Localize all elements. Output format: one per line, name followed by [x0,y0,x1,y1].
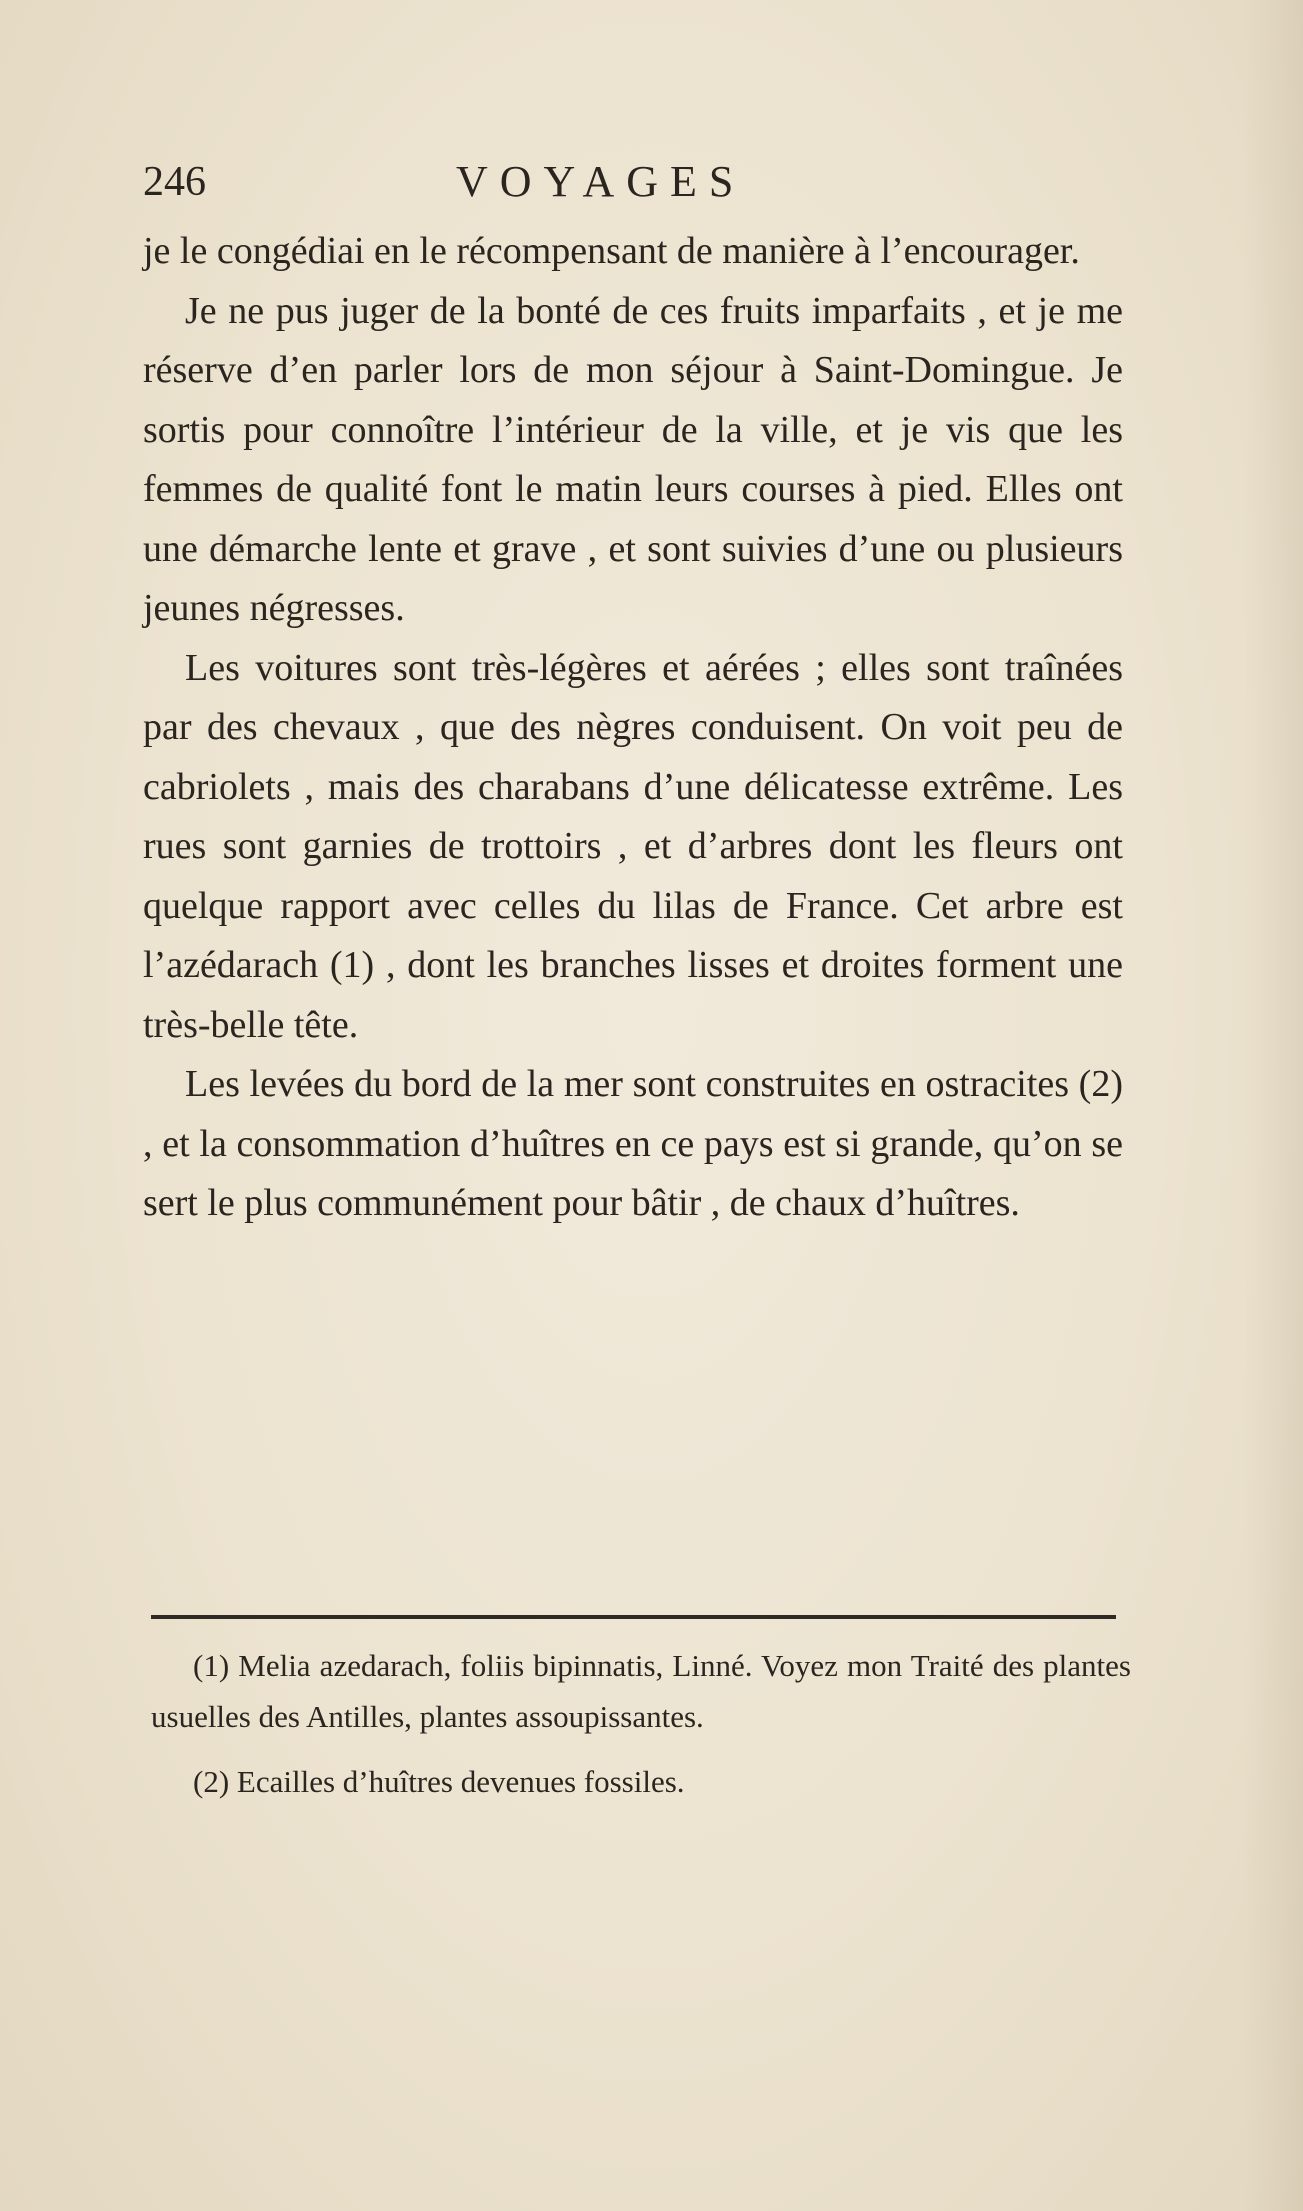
footnote: (1) Melia azedarach, foliis bipinnatis, Linné. Voyez mon Traité des plantes usuelles des Antilles, plantes assoupissantes. [151,1648,1131,1734]
footnote: (2) Ecailles d’huîtres devenues fossiles. [193,1764,685,1799]
paragraph: Je ne pus juger de la bonté de ces fruits imparfaits , et je me réserve d’en parler lors de mon séjour à Saint-Domingue. Je sortis pour connoître l’intérieur de la ville, et je vis que les femmes de qualité font le matin leurs courses à pied. Elles ont une démarche lente et grave , et sont suivies d’une ou plusieurs jeunes négresses. [143,289,1123,629]
paragraph: Les voitures sont très-légères et aérées ; elles sont traînées par des chevaux , que des nègres conduisent. On voit peu de cabriolets , mais des charabans d’une délicatesse extrême. Les rues sont garnies de trottoirs , et d’arbres dont les fleurs ont quelque rapport avec celles du lilas de France. Cet arbre est l’azédarach (1) , dont les branches lisses et droites forment une très-belle tête. [143,646,1123,1046]
body-text [143,222,1123,1234]
page-edge-shadow [1243,0,1303,2211]
footnotes [151,1640,1131,1807]
paragraph: je le congédiai en le récompensant de manière à l’encourager. [143,230,1080,272]
paragraph: Les levées du bord de la mer sont construites en ostracites (2) , et la consommation d’huîtres en ce pays est si grande, qu’on se sert le plus communément pour bâtir , de chaux d’huîtres. [143,1063,1123,1224]
footnote-separator-rule [151,1615,1116,1619]
page-number: 246 [143,159,206,205]
running-title: VOYAGES [456,157,746,206]
running-head [143,150,1123,210]
